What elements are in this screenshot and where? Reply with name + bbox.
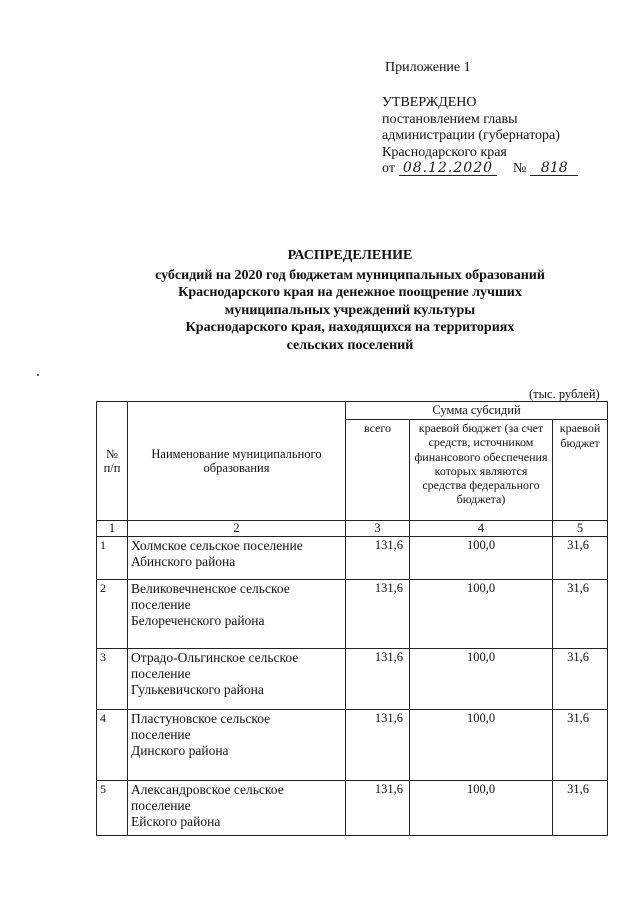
name-line: Ейского района [131, 813, 221, 829]
col-number: 2 [128, 521, 346, 537]
table-row [97, 709, 608, 780]
header-row [97, 402, 608, 420]
document-title [90, 247, 610, 355]
approval-line: УТВЕРЖДЕНО [382, 95, 477, 110]
regional-value: 31,6 [553, 780, 608, 835]
subsidy-table [96, 401, 608, 836]
approval-line: Краснодарского края [382, 144, 507, 160]
units-label: (тыс. рублей) [529, 387, 600, 401]
approval-line: постановлением главы [382, 111, 518, 127]
federal-value: 100,0 [410, 536, 553, 579]
date-prefix: от [382, 161, 395, 176]
row-number: 5 [97, 780, 128, 835]
municipality-name [128, 536, 346, 579]
name-line: Абинского района [131, 553, 236, 569]
col-number: 3 [346, 521, 410, 537]
regional-value: 31,6 [553, 536, 608, 579]
scan-speck [37, 374, 39, 376]
regional-value: 31,6 [553, 579, 608, 648]
name-line: Великовечненское сельское [131, 580, 290, 596]
number-prefix: № [512, 161, 527, 176]
total-value: 131,6 [346, 536, 410, 579]
table-row [97, 579, 608, 648]
name-line: поселение [131, 596, 191, 612]
header-total: всего [346, 420, 410, 521]
municipality-name [128, 780, 346, 835]
name-line: Пластуновское сельское [131, 710, 271, 726]
title-line: субсидий на 2020 год бюджетам муниципальных образований [155, 267, 545, 283]
municipality-name [128, 579, 346, 648]
col-number: 5 [553, 521, 608, 537]
approval-date-line [382, 161, 632, 178]
name-line: Холмское сельское поселение [131, 537, 303, 553]
name-line: Динского района [131, 742, 229, 758]
approval-stamp [382, 95, 632, 178]
header-name: Наименование муниципального образования [128, 402, 346, 521]
approval-line: администрации (губернатора) [382, 128, 560, 143]
title-line: муниципальных учреждений культуры [224, 302, 476, 318]
regional-value: 31,6 [553, 709, 608, 780]
title-line: Краснодарского края, находящихся на территориях [185, 320, 515, 336]
header-regional: краевой бюджет [553, 420, 608, 521]
name-line: поселение [131, 797, 191, 813]
municipality-name [128, 648, 346, 709]
column-number-row [97, 521, 608, 537]
name-line: поселение [131, 665, 191, 681]
table-row [97, 536, 608, 579]
handwritten-number: 818 [530, 161, 578, 176]
regional-value: 31,6 [553, 648, 608, 709]
municipality-name [128, 709, 346, 780]
table-row [97, 780, 608, 835]
header-sum-group: Сумма субсидий [346, 402, 608, 420]
row-number: 4 [97, 709, 128, 780]
total-value: 131,6 [346, 579, 410, 648]
row-number: 2 [97, 579, 128, 648]
appendix-label: Приложение 1 [385, 60, 471, 75]
federal-value: 100,0 [410, 648, 553, 709]
federal-value: 100,0 [410, 709, 553, 780]
header-federal: краевой бюджет (за счет средств, источником финансового обеспечения которых являются средства федерального бюджета) [410, 420, 553, 521]
total-value: 131,6 [346, 648, 410, 709]
total-value: 131,6 [346, 709, 410, 780]
header-num: № п/п [97, 402, 128, 521]
name-line: Гулькевичского района [131, 681, 264, 697]
title-line: сельских поселений [286, 337, 414, 353]
table-row [97, 648, 608, 709]
row-number: 3 [97, 648, 128, 709]
col-number: 4 [410, 521, 553, 537]
name-line: Белореченского района [131, 612, 265, 628]
title-line: Краснодарского края на денежное поощрение лучших [178, 285, 522, 301]
federal-value: 100,0 [410, 780, 553, 835]
federal-value: 100,0 [410, 579, 553, 648]
name-line: поселение [131, 726, 191, 742]
col-number: 1 [97, 521, 128, 537]
handwritten-date: 08.12.2020 [399, 161, 497, 176]
row-number: 1 [97, 536, 128, 579]
title-line: РАСПРЕДЕЛЕНИЕ [287, 248, 413, 263]
total-value: 131,6 [346, 780, 410, 835]
name-line: Отрадо-Ольгинское сельское [131, 649, 299, 665]
name-line: Александровское сельское [131, 781, 284, 797]
